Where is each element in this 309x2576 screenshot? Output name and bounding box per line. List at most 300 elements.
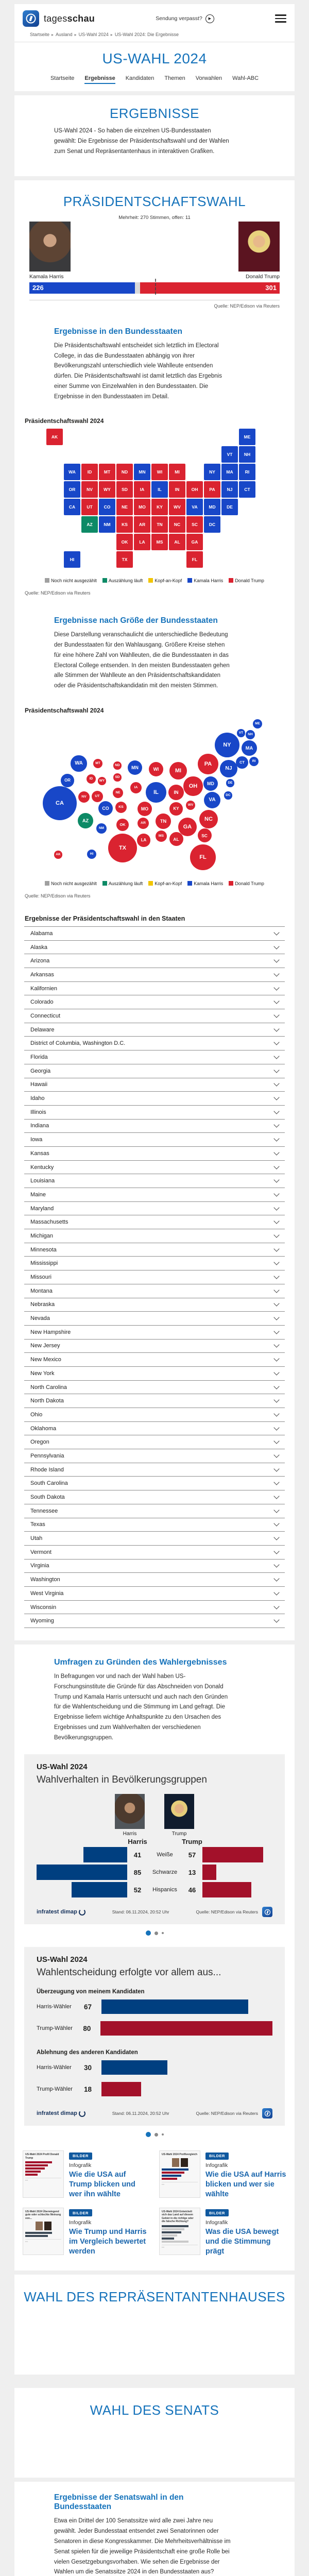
state-accordion-row[interactable] xyxy=(24,1326,285,1340)
state-accordion-row[interactable] xyxy=(24,1560,285,1573)
state-accordion-label: Tennessee xyxy=(30,1507,58,1514)
state-bubble-ND[interactable]: ND xyxy=(113,761,122,770)
state-bubble-VT[interactable]: VT xyxy=(237,729,245,737)
map-chart-label: Präsidentschaftswahl 2024 xyxy=(25,417,104,425)
teaser-kicker: Infografik xyxy=(69,2219,92,2226)
state-tile-NM[interactable]: NM xyxy=(99,516,115,533)
bar-value: 30 xyxy=(84,2063,92,2072)
state-accordion-label: Georgia xyxy=(30,1067,51,1074)
state-accordion-row[interactable] xyxy=(24,1367,285,1381)
state-bubble-UT[interactable]: UT xyxy=(92,791,103,802)
state-tile-OH[interactable]: OH xyxy=(186,481,203,498)
state-accordion-label: Mississippi xyxy=(30,1260,58,1267)
state-accordion-row[interactable] xyxy=(24,1106,285,1120)
teaser-grid xyxy=(23,2150,286,2256)
state-accordion-row[interactable] xyxy=(24,1174,285,1188)
chevron-down-icon xyxy=(273,1122,279,1128)
infratest-dimap-logo: infratest dimap xyxy=(37,1909,85,1916)
state-tile-AL[interactable]: AL xyxy=(169,534,185,550)
thumb-bar xyxy=(162,2231,181,2233)
state-accordion-row[interactable] xyxy=(24,968,285,982)
state-tile-KS[interactable]: KS xyxy=(116,516,133,533)
state-bubble-NV[interactable]: NV xyxy=(78,791,90,803)
state-accordion-row[interactable] xyxy=(24,1147,285,1161)
state-bubble-DE[interactable]: DE xyxy=(226,779,234,787)
chevron-down-icon xyxy=(273,1397,279,1403)
state-accordion-row[interactable] xyxy=(24,995,285,1009)
state-accordion-label: Colorado xyxy=(30,999,54,1006)
state-tile-WI[interactable]: WI xyxy=(151,464,168,480)
carousel-dot[interactable] xyxy=(154,1931,158,1935)
state-bubble-HI[interactable]: HI xyxy=(87,850,96,859)
state-bubble-WA[interactable]: WA xyxy=(71,755,87,771)
trump-bar-track xyxy=(202,1882,272,1897)
state-bubble-FL[interactable]: FL xyxy=(190,844,215,870)
state-bubble-VA[interactable]: VA xyxy=(204,792,220,808)
thumb-bars xyxy=(162,2225,198,2243)
chevron-down-icon xyxy=(273,1617,279,1623)
state-tile-WY[interactable]: WY xyxy=(99,481,115,498)
chevron-down-icon xyxy=(273,1383,279,1389)
state-accordion-label: Nevada xyxy=(30,1315,50,1322)
state-accordion-label: New Hampshire xyxy=(30,1329,71,1335)
teaser-card[interactable] xyxy=(23,2208,150,2257)
state-accordion-row[interactable] xyxy=(24,1546,285,1560)
state-accordion-row[interactable] xyxy=(24,1050,285,1064)
carousel-dot[interactable] xyxy=(146,1930,151,1936)
harris-ev-value: 226 xyxy=(32,284,44,292)
state-tile-SD[interactable]: SD xyxy=(116,481,133,498)
state-tile-NH[interactable]: NH xyxy=(239,446,255,463)
thumb-bar xyxy=(162,2241,188,2243)
us-states-map[interactable] xyxy=(46,429,256,571)
carousel-dot[interactable] xyxy=(162,2133,164,2136)
state-tile-IL[interactable]: IL xyxy=(151,481,168,498)
bar xyxy=(101,1999,248,2014)
chevron-down-icon xyxy=(273,1108,279,1114)
state-accordion-row[interactable] xyxy=(24,1037,285,1050)
state-tile-MT[interactable]: MT xyxy=(99,464,115,480)
umfragen-heading: Umfragen zu Gründen des Wahlergebnisses xyxy=(54,1658,227,1667)
ard-logo-icon xyxy=(262,1907,272,1917)
teaser-text xyxy=(205,2150,286,2199)
decision-bar-row xyxy=(37,2078,272,2100)
state-bubble-SD[interactable]: SD xyxy=(113,773,122,782)
state-accordion-label: Massachusetts xyxy=(30,1219,68,1226)
state-accordion-row[interactable] xyxy=(24,1202,285,1216)
state-accordion-row[interactable] xyxy=(24,1353,285,1367)
harris-value: 52 xyxy=(133,1886,142,1894)
state-bubble-IL[interactable]: IL xyxy=(146,782,166,802)
state-tile-IA[interactable]: IA xyxy=(134,481,150,498)
state-accordion-row[interactable] xyxy=(24,1133,285,1147)
state-tile-HI[interactable]: HI xyxy=(64,551,80,568)
demographics-row xyxy=(37,1881,272,1899)
state-tile-DC[interactable]: DC xyxy=(204,516,220,533)
state-bubble-ME[interactable]: ME xyxy=(253,719,262,728)
state-tile-RI[interactable]: RI xyxy=(239,464,255,480)
state-accordion-row[interactable] xyxy=(24,1270,285,1284)
state-tile-MN[interactable]: MN xyxy=(134,464,150,480)
chevron-down-icon xyxy=(273,1548,279,1554)
electoral-vote-bar[interactable] xyxy=(29,282,280,294)
globe-icon xyxy=(25,13,37,24)
state-tile-IN[interactable]: IN xyxy=(169,481,185,498)
state-tile-OR[interactable]: OR xyxy=(64,481,80,498)
state-tile-GA[interactable]: GA xyxy=(186,534,203,550)
state-accordion-row[interactable] xyxy=(24,1477,285,1490)
state-accordion-label: South Dakota xyxy=(30,1494,65,1501)
state-accordion-row[interactable] xyxy=(24,1518,285,1532)
state-tile-TN[interactable]: TN xyxy=(151,516,168,533)
carousel-dot[interactable] xyxy=(162,1932,164,1934)
harris-bar xyxy=(37,1865,127,1880)
chevron-down-icon xyxy=(273,1205,279,1210)
state-bubble-NY[interactable]: NY xyxy=(215,733,239,757)
state-tile-CA[interactable]: CA xyxy=(64,499,80,515)
state-bubble-LA[interactable]: LA xyxy=(137,834,150,846)
state-bubble-NH[interactable]: NH xyxy=(246,730,255,739)
state-tile-MD[interactable]: MD xyxy=(204,499,220,515)
breadcrumb-separator: ▸ xyxy=(74,32,77,37)
state-tile-KY[interactable]: KY xyxy=(151,499,168,515)
thumb-bars xyxy=(162,2168,198,2180)
state-accordion-row[interactable] xyxy=(24,1229,285,1243)
thumb-photo-harris xyxy=(172,2158,179,2167)
harris-value: 85 xyxy=(133,1868,142,1876)
trump-photo xyxy=(238,222,280,272)
thumb-bar xyxy=(25,2174,38,2176)
state-bubble-NC[interactable]: NC xyxy=(199,810,218,828)
teaser-card[interactable] xyxy=(23,2150,150,2199)
chevron-down-icon xyxy=(273,1438,279,1444)
state-tile-MS[interactable]: MS xyxy=(151,534,168,550)
state-accordion-label: Virginia xyxy=(30,1563,49,1569)
thumb-bar xyxy=(162,2168,188,2171)
state-bubble-CT[interactable]: CT xyxy=(236,756,248,769)
teaser-headline[interactable]: Wie Trump und Harris im Vergleich bewertet werden xyxy=(69,2227,147,2256)
teaser-text xyxy=(205,2208,286,2257)
state-bubble-MS[interactable]: MS xyxy=(156,831,167,842)
state-accordion-row[interactable] xyxy=(24,1394,285,1408)
chart1-column-labels xyxy=(37,1837,272,1846)
state-bubble-IA[interactable]: IA xyxy=(130,782,142,793)
state-bubble-KS[interactable]: KS xyxy=(115,802,127,813)
stand-note: Stand: 06.11.2024, 20:52 Uhr xyxy=(112,2111,169,2116)
chevron-down-icon xyxy=(273,1301,279,1307)
chevron-down-icon xyxy=(273,1191,279,1196)
us-states-bubble-map[interactable] xyxy=(39,719,285,874)
tab-ergebnisse[interactable]: Ergebnisse xyxy=(84,75,115,84)
state-bubble-KY[interactable]: KY xyxy=(169,802,182,815)
state-bubble-NJ[interactable]: NJ xyxy=(220,760,237,777)
trump-bar-track xyxy=(202,1865,272,1880)
state-tile-ID[interactable]: ID xyxy=(81,464,98,480)
thumb-footer: ▪▪▪▪ xyxy=(25,2178,61,2181)
state-bubble-WV[interactable]: WV xyxy=(186,801,195,810)
state-tile-SC[interactable]: SC xyxy=(186,516,203,533)
carousel-dot[interactable] xyxy=(154,2133,158,2137)
state-tile-OK[interactable]: OK xyxy=(116,534,133,550)
chevron-down-icon xyxy=(273,1232,279,1238)
state-tile-ME[interactable]: ME xyxy=(239,429,255,445)
bar xyxy=(101,2082,141,2096)
teaser-headline[interactable]: Was die USA bewegt und die Stimmung prägt xyxy=(205,2227,279,2256)
state-bubble-AK[interactable]: AK xyxy=(54,851,62,859)
legend-item: Donald Trump xyxy=(229,881,264,886)
state-accordion-row[interactable] xyxy=(24,1064,285,1078)
breadcrumb-item[interactable]: US-Wahl 2024 xyxy=(78,32,109,37)
tab-startseite[interactable]: Startseite xyxy=(50,75,75,81)
state-bubble-MA[interactable]: MA xyxy=(242,740,257,756)
teaser-thumbnail xyxy=(159,2150,200,2198)
state-accordion-row[interactable] xyxy=(24,1188,285,1202)
state-bubble-MI[interactable]: MI xyxy=(169,762,187,780)
site-header xyxy=(14,4,295,91)
state-accordion-row[interactable] xyxy=(24,1120,285,1133)
groesse-text: Diese Darstellung veranschaulicht die unterschiedliche Bedeutung der Bundesstaaten für den Wahlausgang. Größere Kreise stehen für eine höhere Zahl von Wahlleuten, die die Bundesstaaten in das Electoral College entsenden. In den meisten Bundesstaaten gehen alle Stimmen der Wahlleute an den Präsidentschaftskandidaten oder die Präsidentschaftskandidatin mit den meisten Stimmen. xyxy=(54,632,230,689)
breadcrumb-separator: ▸ xyxy=(110,32,113,37)
play-icon[interactable]: ▶ xyxy=(205,14,214,23)
state-accordion-row[interactable] xyxy=(24,982,285,996)
state-bubble-NE[interactable]: NE xyxy=(113,788,123,798)
page-title: US-WAHL 2024 xyxy=(102,50,207,66)
state-tile-MA[interactable]: MA xyxy=(221,464,238,480)
chevron-down-icon xyxy=(273,1480,279,1485)
trump-ev-segment[interactable] xyxy=(140,282,280,294)
state-tile-CO[interactable]: CO xyxy=(99,499,115,515)
legend-chip xyxy=(45,881,49,886)
state-bubble-IN[interactable]: IN xyxy=(168,785,184,800)
teaser-text xyxy=(69,2150,150,2199)
state-tile-VA[interactable]: VA xyxy=(186,499,203,515)
state-accordion-row[interactable] xyxy=(24,1381,285,1395)
tab-vorwahlen[interactable]: Vorwahlen xyxy=(195,75,222,81)
chevron-down-icon xyxy=(273,1012,279,1018)
thumb-photo-harris xyxy=(36,2222,43,2230)
state-bubble-OK[interactable]: OK xyxy=(116,819,129,831)
bar-value: 80 xyxy=(83,2024,91,2032)
state-bubble-CO[interactable]: CO xyxy=(98,801,113,816)
teaser-thumbnail xyxy=(159,2208,200,2255)
state-bubble-TN[interactable]: TN xyxy=(156,814,171,829)
state-accordion-row[interactable] xyxy=(24,1435,285,1449)
teaser-headline[interactable]: Wie die USA auf Trump blicken und wer ihn wählte xyxy=(69,2171,135,2199)
trump-ev-value: 301 xyxy=(265,284,277,292)
state-bubble-AL[interactable]: AL xyxy=(169,832,183,846)
thumb-title: US-Wahl 2024 Profil Donald Trump xyxy=(25,2153,59,2160)
state-tile-UT[interactable]: UT xyxy=(81,499,98,515)
teaser-headline[interactable]: Wie die USA auf Harris blicken und wer sie wählte xyxy=(205,2171,286,2199)
harris-name: Kamala Harris xyxy=(29,273,64,280)
chevron-down-icon xyxy=(273,1314,279,1320)
state-tile-MI[interactable]: MI xyxy=(169,464,185,480)
teaser-card[interactable] xyxy=(159,2150,286,2199)
state-bubble-MD[interactable]: MD xyxy=(203,776,218,791)
umfragen-card xyxy=(14,1645,295,2270)
state-bubble-WI[interactable]: WI xyxy=(149,762,163,776)
state-tile-ND[interactable]: ND xyxy=(116,464,133,480)
state-tile-NY[interactable]: NY xyxy=(204,464,220,480)
state-accordion-label: Nebraska xyxy=(30,1301,55,1308)
breadcrumb-item[interactable]: US-Wahl 2024: Die Ergebnisse xyxy=(114,32,179,37)
state-accordion-row[interactable] xyxy=(24,1422,285,1436)
tab-themen[interactable]: Themen xyxy=(164,75,185,81)
state-accordion-row[interactable] xyxy=(24,1449,285,1463)
teaser-card[interactable] xyxy=(159,2208,286,2257)
trump-col-label: Trump xyxy=(182,1837,202,1845)
state-accordion-row[interactable] xyxy=(24,1573,285,1587)
trump-bar xyxy=(202,1882,251,1897)
legend-chip xyxy=(229,881,233,886)
tab-kandidaten[interactable]: Kandidaten xyxy=(125,75,154,81)
state-bubble-OH[interactable]: OH xyxy=(183,776,202,795)
groesse-heading: Ergebnisse nach Größe der Bundesstaaten xyxy=(54,616,218,625)
state-bubble-AZ[interactable]: AZ xyxy=(78,813,93,828)
state-accordion-row[interactable] xyxy=(24,1078,285,1092)
state-accordion-row[interactable] xyxy=(24,954,285,968)
state-tile-NE[interactable]: NE xyxy=(116,499,133,515)
state-accordion-row[interactable] xyxy=(24,1257,285,1270)
state-bubble-PA[interactable]: PA xyxy=(198,754,218,774)
state-tile-MO[interactable]: MO xyxy=(134,499,150,515)
source-note: Quelle: NEP/Edison via Reuters xyxy=(214,303,280,309)
state-accordion-row[interactable] xyxy=(24,1340,285,1353)
staaten-text: Die Präsidentschaftswahl entscheidet sich letztlich im Electoral College, in das die Bundesstaaten abhängig von ihrer Bevölkerungszahl unterschiedlich viele Wahlleute entsenden dürfen. Die Präsidentschaftswahl ist damit letztlich das Ergebnis einer Summe von Einzelwahlen in den Bundesstaaten. Die Ergebnisse in den Bundesstaaten im Detail. xyxy=(54,342,222,400)
state-tile-WA[interactable]: WA xyxy=(64,464,80,480)
state-tile-PA[interactable]: PA xyxy=(204,481,220,498)
state-accordion-label: Illinois xyxy=(30,1109,46,1115)
thumb-photo-trump xyxy=(44,2222,52,2230)
state-tile-NC[interactable]: NC xyxy=(169,516,185,533)
state-accordion-row[interactable] xyxy=(24,1023,285,1037)
state-tile-TX[interactable]: TX xyxy=(116,551,133,568)
tagesschau-wordmark: tagesschau xyxy=(44,13,95,24)
state-bubble-SC[interactable]: SC xyxy=(198,828,212,842)
state-accordion-row[interactable] xyxy=(24,1587,285,1601)
carousel-dot[interactable] xyxy=(146,2132,151,2137)
state-tile-AR[interactable]: AR xyxy=(134,516,150,533)
decision-chart xyxy=(37,1989,272,2100)
state-bubble-MN[interactable]: MN xyxy=(128,760,142,775)
state-bubble-WY[interactable]: WY xyxy=(98,777,106,785)
tab-wahl-abc[interactable]: Wahl-ABC xyxy=(232,75,259,81)
state-accordion-row[interactable] xyxy=(24,1298,285,1312)
chart1-kicker: US-Wahl 2024 xyxy=(37,1762,88,1772)
thumb-bar xyxy=(162,2228,184,2230)
state-tile-DE[interactable]: DE xyxy=(221,499,238,515)
state-tile-CT[interactable]: CT xyxy=(239,481,255,498)
tagesschau-logo-icon[interactable] xyxy=(23,10,39,27)
legend-item: Kamala Harris xyxy=(187,578,223,583)
legend-item: Donald Trump xyxy=(229,578,264,583)
state-accordion-label: Minnesota xyxy=(30,1246,57,1253)
state-accordion-row[interactable] xyxy=(24,1490,285,1504)
state-accordion-row[interactable] xyxy=(24,1614,285,1628)
chevron-down-icon xyxy=(273,1094,279,1100)
state-bubble-AR[interactable]: AR xyxy=(138,818,149,829)
chevron-down-icon xyxy=(273,1273,279,1279)
state-accordion-row[interactable] xyxy=(24,1243,285,1257)
repraesentantenhaus-heading: WAHL DES REPRÄSENTANTENHAUSES xyxy=(24,2289,285,2305)
state-accordion-label: Maine xyxy=(30,1191,46,1198)
state-tile-WV[interactable]: WV xyxy=(169,499,185,515)
state-bubble-RI[interactable]: RI xyxy=(249,757,259,766)
state-bubble-GA[interactable]: GA xyxy=(178,818,197,836)
state-accordion-row[interactable] xyxy=(24,941,285,955)
state-bubble-ID[interactable]: ID xyxy=(87,774,96,784)
state-accordion-label: District of Columbia, Washington D.C. xyxy=(30,1040,126,1047)
state-tile-AK[interactable]: AK xyxy=(46,429,63,445)
chevron-down-icon xyxy=(273,1411,279,1416)
source-note: Quelle: NEP/Edison via Reuters xyxy=(25,893,91,899)
state-accordion-label: Wisconsin xyxy=(30,1604,57,1611)
state-bubble-MO[interactable]: MO xyxy=(138,802,152,816)
menu-icon[interactable] xyxy=(275,12,286,25)
state-tile-LA[interactable]: LA xyxy=(134,534,150,550)
state-tile-NJ[interactable]: NJ xyxy=(221,481,238,498)
state-accordion-label: Oregon xyxy=(30,1439,49,1446)
sendung-verpasst-link[interactable] xyxy=(95,14,275,23)
chevron-down-icon xyxy=(273,1507,279,1513)
teaser-kicker: Infografik xyxy=(69,2162,92,2169)
senatswahl-ergebnisse-card xyxy=(14,2482,295,2576)
praesidentschaftswahl-card xyxy=(14,180,295,1640)
state-accordion-row[interactable] xyxy=(24,1092,285,1106)
harris-col-label: Harris xyxy=(123,1831,137,1837)
state-bubble-DC[interactable]: DC xyxy=(224,791,232,800)
state-accordion-row[interactable] xyxy=(24,1601,285,1615)
category-label: Weiße xyxy=(157,1852,173,1858)
harris-ev-segment[interactable] xyxy=(29,282,135,294)
thumb-title: US-Wahl 2024 Überwiegend gute oder schlechte Meinung von... xyxy=(25,2210,61,2220)
state-bubble-TX[interactable]: TX xyxy=(108,834,138,863)
thumb-bar xyxy=(25,2232,52,2234)
decision-group-label: Ablehnung des anderen Kandidaten xyxy=(37,2049,138,2056)
chevron-down-icon xyxy=(273,1067,279,1073)
breadcrumb-item[interactable]: Startseite xyxy=(30,32,50,37)
chevron-down-icon xyxy=(273,1589,279,1595)
state-bubble-OR[interactable]: OR xyxy=(61,774,74,787)
bar-value: 67 xyxy=(84,2003,92,2011)
state-accordion-row[interactable] xyxy=(24,1312,285,1326)
state-accordion-label: Connecticut xyxy=(30,1012,61,1019)
state-accordion-row[interactable] xyxy=(24,1215,285,1229)
state-bubble-CA[interactable]: CA xyxy=(43,786,77,820)
ergebnisse-text: US-Wahl 2024 - So haben die einzelnen US-Bundesstaaten gewählt: Die Ergebnisse der Präsidentschaftswahl und der Wahlen zum Senat und Repräsentantenhaus in interaktiven Grafiken. xyxy=(54,128,229,155)
trump-col-label: Trump xyxy=(171,1831,187,1837)
state-tile-AZ[interactable]: AZ xyxy=(81,516,98,533)
state-tile-FL[interactable]: FL xyxy=(186,551,203,568)
breadcrumb-item[interactable]: Ausland xyxy=(56,32,73,37)
trump-value: 46 xyxy=(188,1886,196,1894)
state-accordion-row[interactable] xyxy=(24,1532,285,1546)
state-accordion-row[interactable] xyxy=(24,1463,285,1477)
state-bubble-NM[interactable]: NM xyxy=(96,823,107,834)
state-tile-NV[interactable]: NV xyxy=(81,481,98,498)
state-accordion-row[interactable] xyxy=(24,927,285,941)
chevron-down-icon xyxy=(273,1342,279,1348)
bilder-badge: BILDER xyxy=(205,2153,229,2160)
state-bubble-MT[interactable]: MT xyxy=(93,759,102,768)
state-accordion-label: Missouri xyxy=(30,1274,52,1281)
state-accordion-row[interactable] xyxy=(24,1284,285,1298)
state-accordion-row[interactable] xyxy=(24,1009,285,1023)
state-accordion-row[interactable] xyxy=(24,1161,285,1175)
state-accordion-row[interactable] xyxy=(24,1408,285,1422)
state-accordion-row[interactable] xyxy=(24,1504,285,1518)
state-tile-VT[interactable]: VT xyxy=(221,446,238,463)
